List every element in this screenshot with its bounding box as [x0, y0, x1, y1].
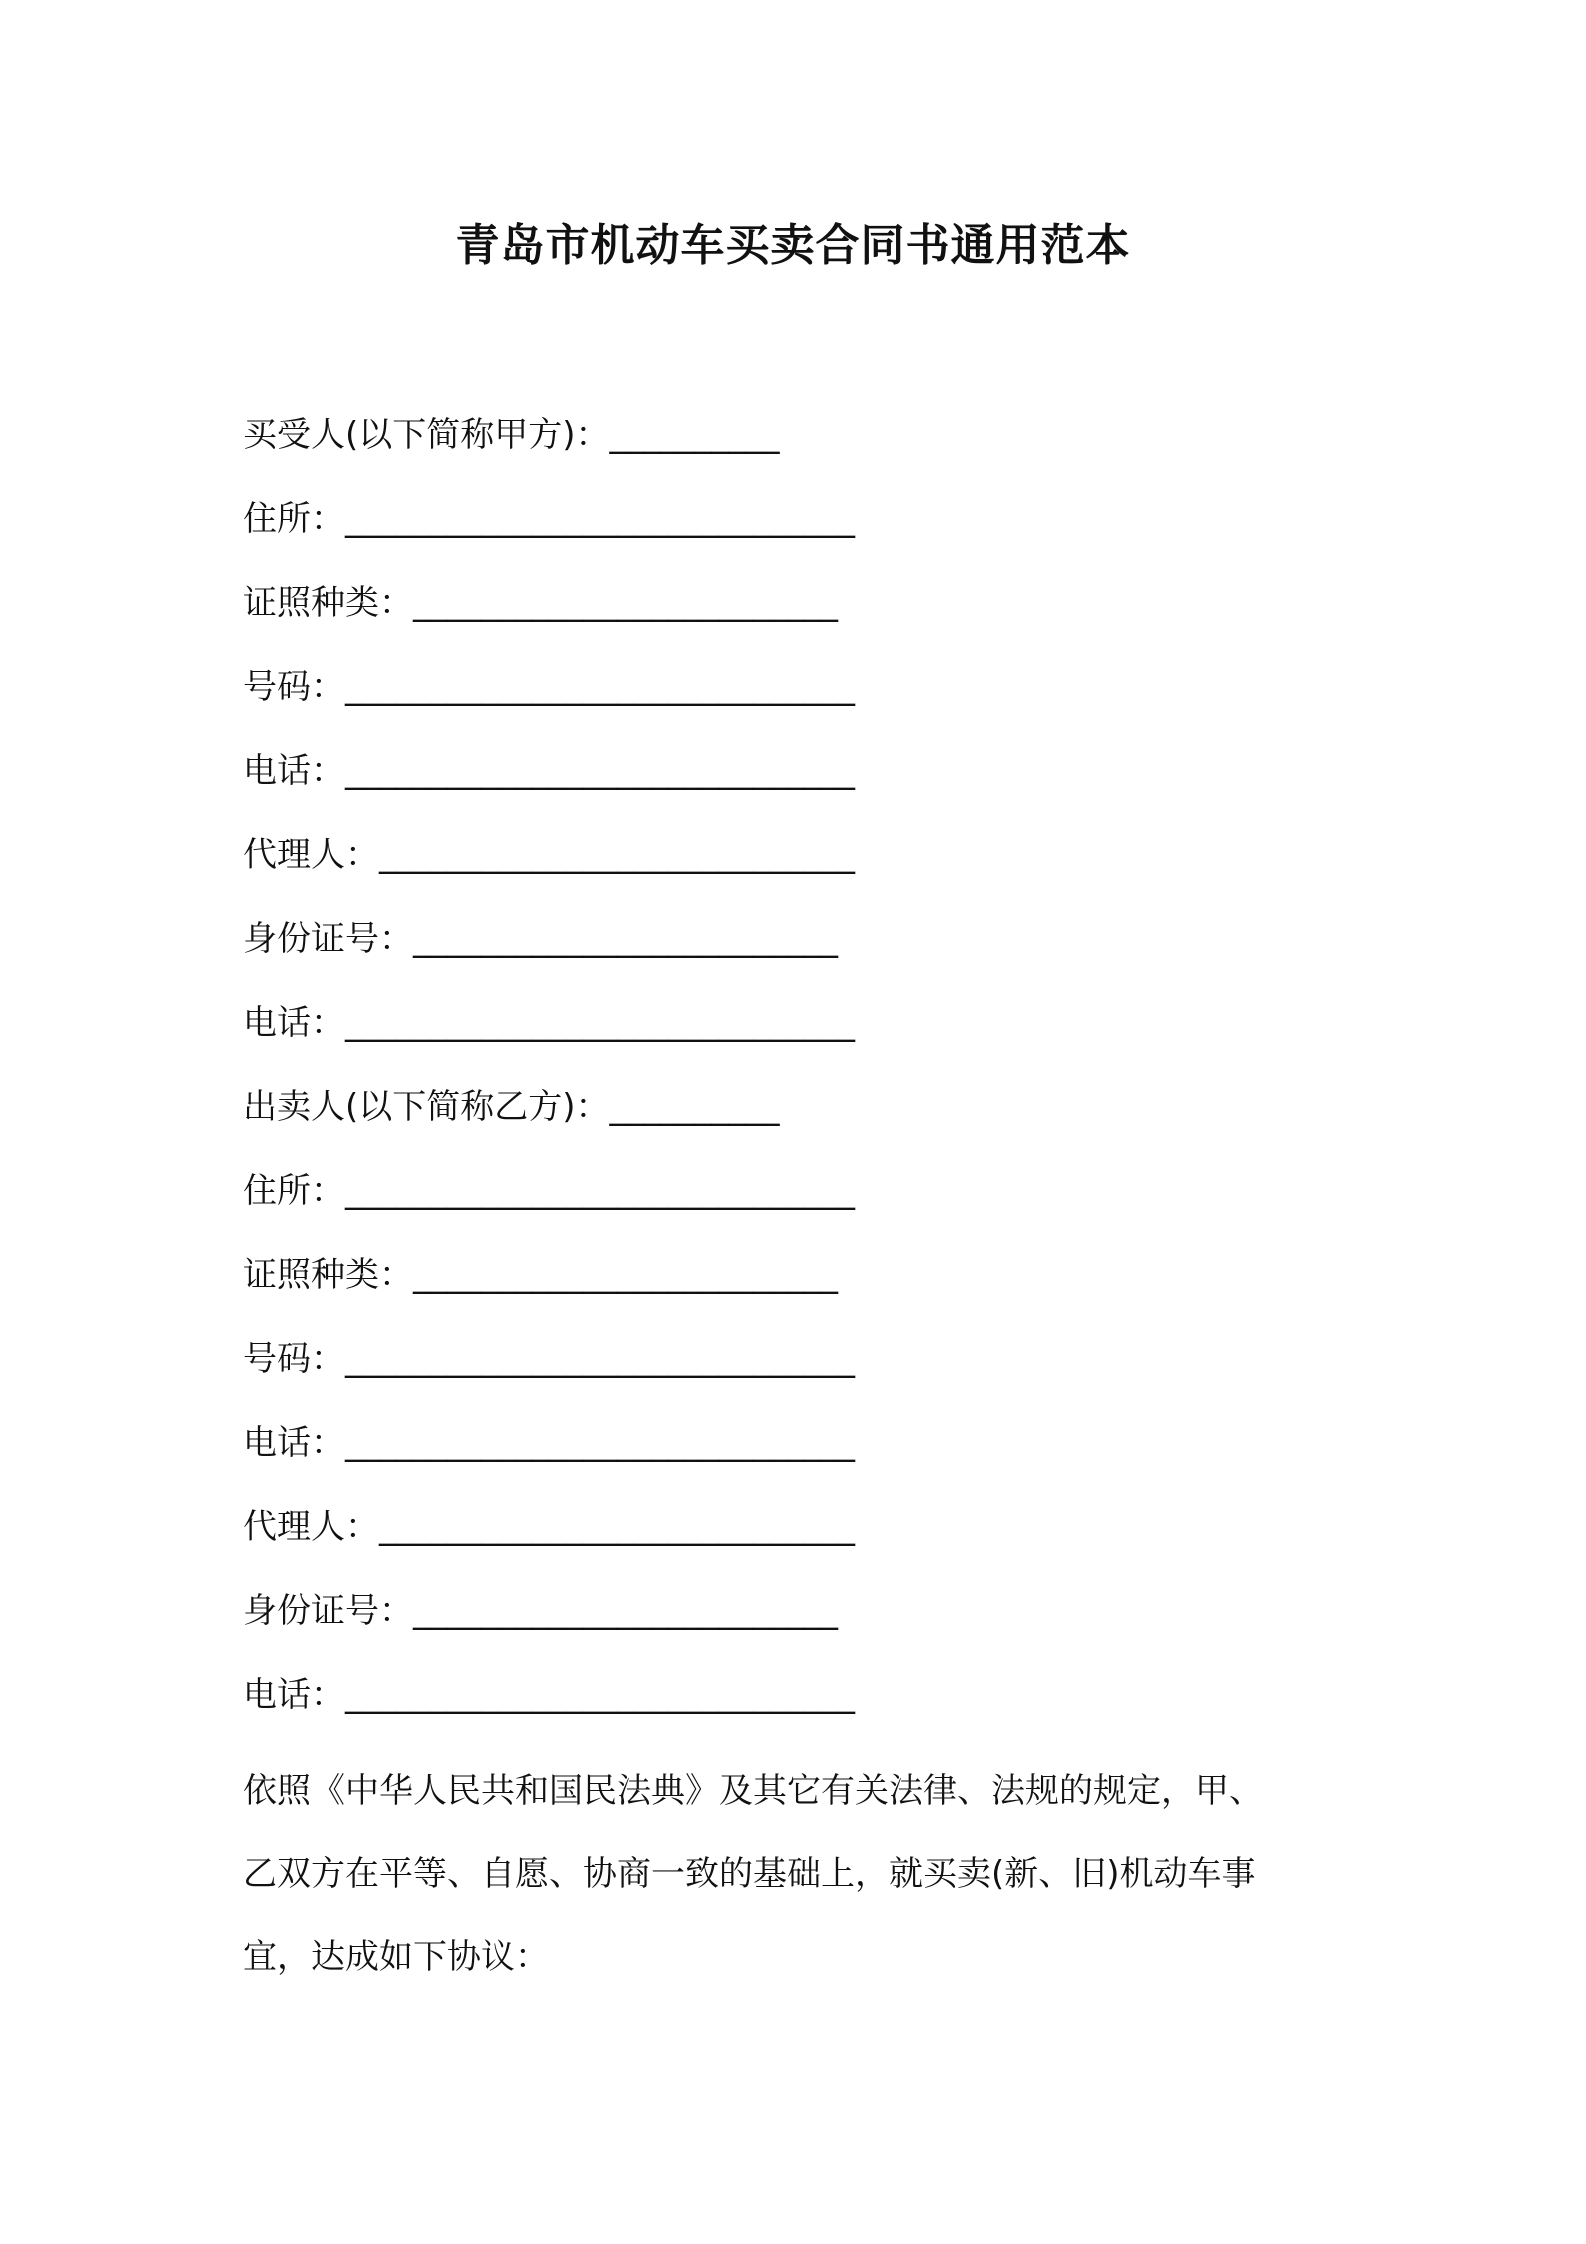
- blank-line: __________: [609, 415, 780, 455]
- field-label: 电话：: [243, 1423, 345, 1463]
- field-label: 电话：: [243, 751, 345, 791]
- blank-line: _________________________: [413, 1591, 838, 1631]
- buyer-id-number-line: [243, 662, 1393, 746]
- field-label: 电话：: [243, 1675, 345, 1715]
- field-label: 买受人(以下简称甲方)：: [243, 415, 610, 455]
- field-label: 证照种类：: [243, 583, 413, 623]
- field-label: 身份证号：: [243, 919, 413, 959]
- blank-line: ______________________________: [345, 1171, 855, 1211]
- field-label: 代理人：: [243, 1507, 379, 1547]
- seller-agent-id-line: [243, 1586, 1393, 1670]
- field-label: 出卖人(以下简称乙方)：: [243, 1087, 610, 1127]
- buyer-agent-phone-line: [243, 998, 1393, 1082]
- seller-name-line: [243, 1082, 1393, 1166]
- preamble-line: 乙双方在平等、自愿、协商一致的基础上，就买卖(新、旧)机动车事: [243, 1854, 1256, 1894]
- blank-line: ______________________________: [345, 1003, 855, 1043]
- blank-line: ____________________________: [379, 1507, 855, 1547]
- blank-line: __________: [609, 1087, 780, 1127]
- buyer-address-line: [243, 494, 1393, 578]
- document-title: 青岛市机动车买卖合同书通用范本: [455, 220, 1131, 271]
- field-label: 身份证号：: [243, 1591, 413, 1631]
- blank-line: _________________________: [413, 1255, 838, 1295]
- field-label: 证照种类：: [243, 1255, 413, 1295]
- field-label: 住所：: [243, 499, 345, 539]
- blank-line: ______________________________: [345, 499, 855, 539]
- seller-phone-line: [243, 1418, 1393, 1502]
- buyer-phone-line: [243, 746, 1393, 830]
- blank-line: _________________________: [413, 583, 838, 623]
- buyer-agent-id-line: [243, 914, 1393, 998]
- buyer-agent-line: [243, 830, 1393, 914]
- field-label: 住所：: [243, 1171, 345, 1211]
- field-label: 号码：: [243, 1339, 345, 1379]
- field-label: 号码：: [243, 667, 345, 707]
- seller-agent-phone-line: [243, 1670, 1393, 1754]
- blank-line: ______________________________: [345, 667, 855, 707]
- seller-id-type-line: [243, 1250, 1393, 1334]
- blank-line: ______________________________: [345, 1423, 855, 1463]
- seller-agent-line: [243, 1502, 1393, 1586]
- buyer-name-line: [243, 410, 1393, 494]
- preamble-line: 依照《中华人民共和国民法典》及其它有关法律、法规的规定，甲、: [243, 1771, 1263, 1811]
- preamble-paragraph: [243, 1750, 1363, 1999]
- field-label: 代理人：: [243, 835, 379, 875]
- blank-line: ______________________________: [345, 1675, 855, 1715]
- field-label: 电话：: [243, 1003, 345, 1043]
- preamble-line: 宜，达成如下协议：: [243, 1937, 549, 1977]
- blank-line: ______________________________: [345, 751, 855, 791]
- seller-address-line: [243, 1166, 1393, 1250]
- seller-id-number-line: [243, 1334, 1393, 1418]
- blank-line: _________________________: [413, 919, 838, 959]
- blank-line: ______________________________: [345, 1339, 855, 1379]
- buyer-id-type-line: [243, 578, 1393, 662]
- blank-line: ____________________________: [379, 835, 855, 875]
- party-info-fields: [243, 410, 1393, 1754]
